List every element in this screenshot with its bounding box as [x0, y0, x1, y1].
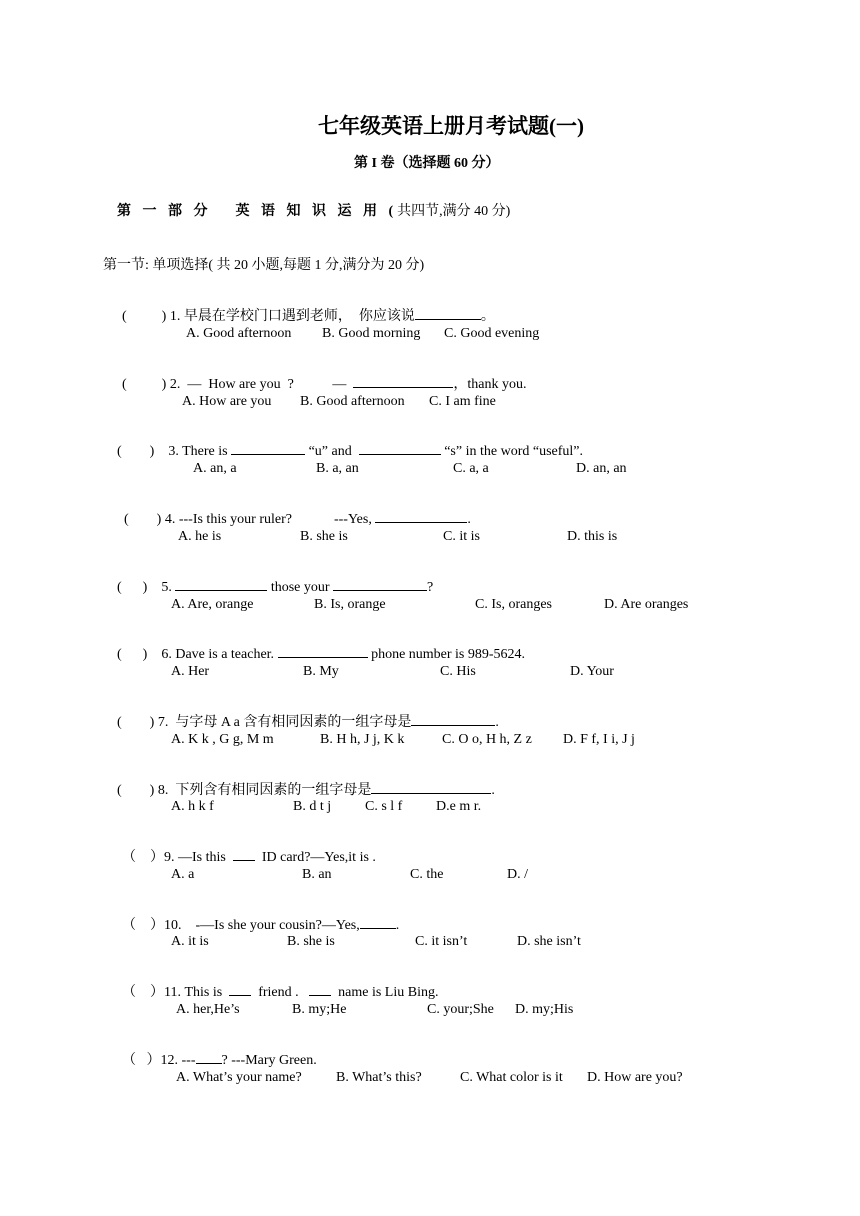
option-a: A. Good afternoon [186, 326, 292, 341]
answer-paren: （ ） [122, 918, 164, 933]
option-d: D. Are oranges [604, 597, 689, 612]
answer-paren: ( ) [122, 377, 167, 392]
option-c: C. the [410, 867, 444, 882]
option-c: C. a, a [453, 461, 489, 476]
part-name: 英 语 知 识 运 用 ( [235, 204, 398, 219]
question-stem: 11. This is [164, 985, 230, 1000]
answer-paren: ( ) [117, 783, 155, 798]
option-c: C. Is, oranges [475, 597, 552, 612]
question-stem: 1. 早晨在学校门口遇到老师， 你应该说 [169, 309, 415, 324]
option-c: C. Good evening [444, 326, 540, 341]
option-d: D. F f, I i, J j [563, 732, 635, 747]
option-d: D. How are you? [587, 1070, 683, 1085]
option-b: B. d t j [293, 799, 332, 814]
section1-heading: 第一节: 单项选择( 共 20 小题,每题 1 分,满分为 20 分) [103, 258, 425, 273]
question-stem: 3. There is [168, 444, 232, 459]
option-b: B. she is [287, 934, 335, 949]
answer-blank [175, 578, 267, 591]
question-stem: 9. —Is this [164, 850, 233, 865]
question-4 [110, 496, 471, 541]
question-stem-end: . [495, 715, 499, 730]
answer-blank [309, 983, 331, 996]
option-b: B. a, an [316, 461, 359, 476]
question-stem-end: 。 [480, 309, 495, 324]
option-b: B. Is, orange [314, 597, 386, 612]
option-a: A. How are you [182, 394, 272, 409]
option-d: D. this is [567, 529, 618, 544]
answer-blank [375, 510, 467, 523]
answer-blank [233, 848, 255, 861]
answer-paren: ( ) [117, 444, 155, 459]
answer-blank [196, 1051, 222, 1064]
answer-blank [371, 781, 491, 794]
question-9 [108, 834, 376, 879]
question-stem: 2. — How are you ? — [169, 377, 354, 392]
question-stem-mid: friend . [251, 985, 310, 1000]
option-d: D.e m r. [436, 799, 482, 814]
answer-paren: （ ） [122, 850, 164, 865]
question-stem-end: ，thank you. [453, 377, 527, 392]
question-stem-end: ID card?—Yes,it is . [254, 850, 376, 865]
option-b: B. My [303, 664, 339, 679]
answer-paren: ( ) [117, 715, 155, 730]
answer-paren: （ ） [122, 1053, 161, 1068]
option-a: A. Her [171, 664, 210, 679]
option-a: A. an, a [193, 461, 237, 476]
answer-blank [415, 307, 481, 320]
question-10 [108, 902, 399, 947]
option-d: D. Your [570, 664, 614, 679]
option-b: B. an [302, 867, 332, 882]
option-d: D. she isn’t [517, 934, 581, 949]
option-a: A. her,He’s [176, 1002, 240, 1017]
answer-blank [231, 442, 305, 455]
option-c: C. What color is it [460, 1070, 563, 1085]
part-heading [103, 191, 510, 233]
question-11 [108, 969, 438, 1014]
option-d: D. / [507, 867, 528, 882]
answer-paren: ( ) [117, 580, 148, 595]
question-stem-end: . [467, 512, 471, 527]
answer-paren: ( ) [117, 647, 148, 662]
question-stem-end: ? [427, 580, 434, 595]
answer-paren: ( ) [124, 512, 162, 527]
question-stem: 8. 下列含有相同因素的一组字母是 [157, 783, 372, 798]
part-detail: 共四节,满分 40 分) [397, 204, 511, 219]
question-1 [108, 293, 495, 338]
option-c: C. O o, H h, Z z [442, 732, 532, 747]
question-stem-end: phone number is 989-5624. [367, 647, 526, 662]
option-c: C. your;She [427, 1002, 494, 1017]
option-a: A. What’s your name? [176, 1070, 302, 1085]
question-stem: 7. 与字母 A a 含有相同因素的一组字母是 [157, 715, 412, 730]
option-b: B. she is [300, 529, 348, 544]
question-stem-end: name is Liu Bing. [331, 985, 439, 1000]
option-a: A. he is [178, 529, 222, 544]
question-stem: 6. Dave is a teacher. [161, 647, 278, 662]
option-a: A. Are, orange [171, 597, 254, 612]
option-b: B. H h, J j, K k [320, 732, 405, 747]
question-stem: 10. -—Is she your cousin?—Yes, [164, 918, 360, 933]
answer-blank [333, 578, 427, 591]
question-stem: 12. --- [160, 1053, 196, 1068]
answer-blank [411, 713, 495, 726]
option-c: C. His [440, 664, 476, 679]
answer-blank [359, 442, 441, 455]
option-a: A. a [171, 867, 195, 882]
section-subtitle: 第 I 卷（选择题 60 分） [354, 156, 500, 171]
answer-paren: （ ） [122, 985, 164, 1000]
option-a: A. K k , G g, M m [171, 732, 274, 747]
question-stem-end: . [491, 783, 495, 798]
option-b: B. Good morning [322, 326, 421, 341]
option-c: C. s l f [365, 799, 403, 814]
answer-blank [229, 983, 251, 996]
question-stem-end: . [395, 918, 400, 933]
question-stem-end: ? ---Mary Green. [221, 1053, 317, 1068]
answer-blank [353, 375, 453, 388]
question-stem-end: “s” in the word “useful”. [440, 444, 584, 459]
question-stem-mid: those your [267, 580, 334, 595]
answer-paren: ( ) [122, 309, 167, 324]
option-a: A. h k f [171, 799, 214, 814]
page-title: 七年级英语上册月考试题(一) [318, 114, 584, 138]
option-b: B. my;He [292, 1002, 347, 1017]
option-d: D. my;His [515, 1002, 574, 1017]
option-b: B. What’s this? [336, 1070, 422, 1085]
answer-blank [278, 645, 368, 658]
answer-blank [360, 916, 396, 929]
question-stem-mid: “u” and [305, 444, 356, 459]
option-b: B. Good afternoon [300, 394, 405, 409]
question-7 [103, 699, 499, 744]
question-stem: 4. ---Is this your ruler? ---Yes, [164, 512, 376, 527]
part-label: 第 一 部 分 [117, 204, 212, 219]
question-stem: 5. [161, 580, 176, 595]
option-c: C. it isn’t [415, 934, 468, 949]
option-c: C. it is [443, 529, 480, 544]
option-d: D. an, an [576, 461, 627, 476]
option-a: A. it is [171, 934, 209, 949]
option-c: C. I am fine [429, 394, 496, 409]
